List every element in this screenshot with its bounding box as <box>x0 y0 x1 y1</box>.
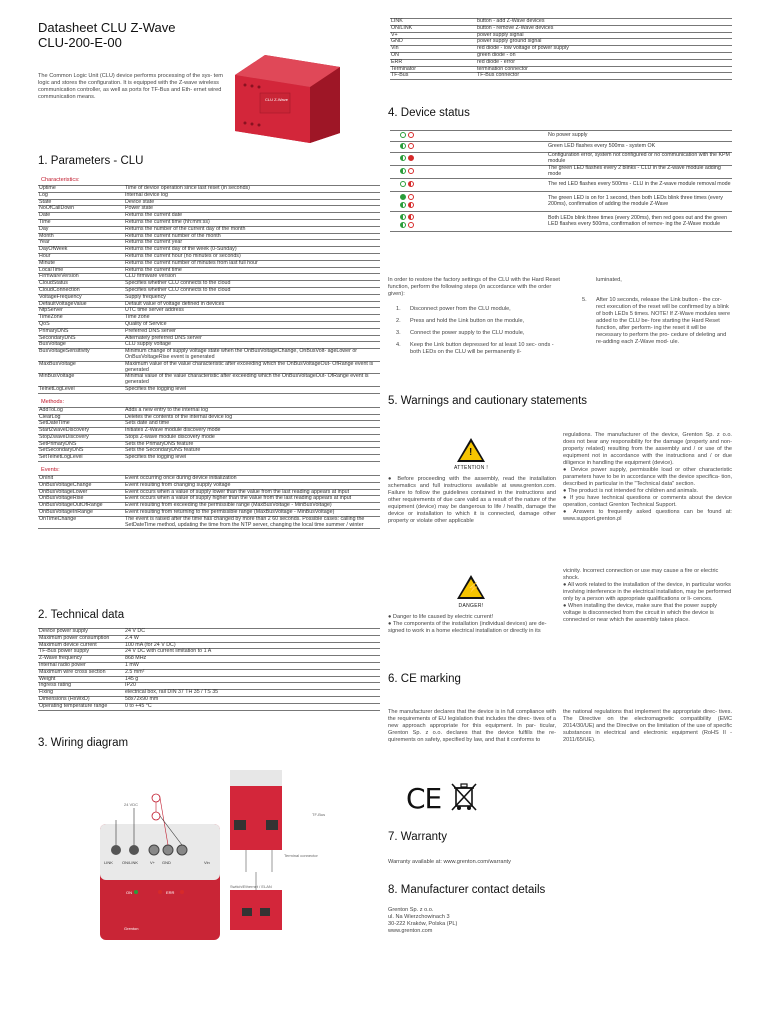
green-led-flash-icon <box>400 214 406 220</box>
reset-step-text: Press and hold the Link button on the module, <box>410 318 525 324</box>
row-key: TelnetLogLevel <box>38 386 124 393</box>
status-leds <box>390 153 548 166</box>
row-key: OnBusVoltageOutOfRange <box>38 503 124 510</box>
vin-label: Vin <box>204 860 210 865</box>
plus-terminal-icon <box>152 794 160 802</box>
contact-lines <box>388 907 457 935</box>
status-leds <box>390 179 548 192</box>
table-row <box>38 455 380 462</box>
device-label: CLU Z-Wave <box>265 97 288 102</box>
section-wiring-title: 3. Wiring diagram <box>38 737 129 749</box>
methods-label: Methods: <box>41 398 65 405</box>
green-led-flash-icon <box>400 155 406 161</box>
row-key: DefaultVoltageValue <box>38 301 124 308</box>
section-ce-title: 6. CE marking <box>388 673 461 685</box>
red-led-flash-icon <box>408 202 414 208</box>
row-value: termination connector <box>476 66 732 73</box>
row-key: V+ <box>390 32 476 39</box>
table-row <box>38 414 380 421</box>
row-key: LINK <box>390 19 476 26</box>
row-key: Maximum wire cross section <box>38 669 124 676</box>
row-value: Returns the number of the current day of the month <box>124 226 380 233</box>
row-value: Maximum value of the value characteristic after exceeding which the OnBusVoltageOut- OfRange event is generated <box>124 361 380 374</box>
green-led-on-icon <box>400 194 406 200</box>
status-leds <box>390 142 548 153</box>
warning-text-left: ● Before proceeding with the assembly, read the installation schematics and full instructions available at www.grenton.com. Failure to follow the guidelines contained in the instructions and other requirements of due care valid as a result of the nature of the equipment (device) may be dangerous to life / health, damage the device or installation to which it is connected, damage other property or violate other applicable <box>388 476 556 524</box>
table-row <box>38 434 380 441</box>
reset-step-text: After 10 seconds, release the Link button - the cor- rect execution of the reset will be confirmed by a blink of both LEDs 5 times. NOTE! If Z-Wave modules were added to the CLU be- fore starting the Hard Reset function, after perform- ing the reset it will be necessary to perform the pro- cedure of deleting and re-adding each Z-Wave mod- ule. <box>596 297 731 345</box>
table-row <box>38 669 380 676</box>
row-value: Returns the current date <box>124 213 380 220</box>
green-led-flash-icon <box>400 143 406 149</box>
product-code: CLU-200-E-00 <box>38 35 122 50</box>
section-warnings-title: 5. Warnings and cautionary statements <box>388 395 588 407</box>
table-row <box>390 25 732 32</box>
table-row <box>38 703 380 710</box>
row-value: Power state <box>124 206 380 213</box>
ce-mark-text: CE <box>406 782 442 815</box>
reset-step: 4. Keep the Link button depressed for at least 10 sec- onds - both LEDs on the CLU will be permanently il- <box>396 342 564 356</box>
row-key: ON/LINK <box>390 25 476 32</box>
row-key: SetPrimaryDNS <box>38 441 124 448</box>
table-row <box>38 676 380 683</box>
row-key: MaxBusVoltage <box>38 361 124 374</box>
row-value: TF-Bus connector <box>476 73 732 80</box>
row-value: 0 to +45 °C <box>124 703 380 710</box>
row-key: OnBusVoltageLower <box>38 489 124 496</box>
row-value: Returns the current number of the month <box>124 233 380 240</box>
status-text: Green LED flashes every 500ms - system OK <box>548 142 732 153</box>
row-key: Maximum device current <box>38 642 124 649</box>
datasheet-title: Datasheet CLU Z-Wave <box>38 20 176 35</box>
reset-step-text: Connect the power supply to the CLU module, <box>410 330 525 336</box>
row-value: CLU supply voltage <box>124 342 380 349</box>
product-image <box>225 45 345 145</box>
row-value: Sets the SecondaryDNS feature <box>124 448 380 455</box>
ce-mark-icon <box>406 782 441 815</box>
row-value: button - remove Z-Wave devices <box>476 25 732 32</box>
events-table <box>38 475 380 529</box>
status-text: The green LED flashes every 2 blinks - CLU in the Z-wave module adding mode <box>548 166 732 179</box>
contact-city: 30-222 Kraków, Polska (PL) <box>388 921 458 927</box>
reset-continued: luminated, <box>596 277 622 283</box>
row-value: Minimum change of supply voltage state when the OnBusVoltageChange, OnBusVolt- ageLower or OnBusVoltageRise event is generated <box>124 349 380 362</box>
table-row <box>38 192 380 199</box>
status-row <box>390 179 732 192</box>
row-value: green diode - on <box>476 52 732 59</box>
row-value: Event resulting from exceeding the permissible range (MaxBusVoltage - MinBusVoltage) <box>124 503 380 510</box>
row-key: Terminator <box>390 66 476 73</box>
events-label: Events: <box>41 467 60 474</box>
status-table <box>390 130 732 232</box>
table-row <box>38 321 380 328</box>
row-value: Returns the current day of the week (0-Sunday) <box>124 247 380 254</box>
characteristics-table <box>38 185 380 394</box>
row-value: 2.4 W <box>124 635 380 642</box>
red-led-flash-icon <box>408 214 414 220</box>
row-key: StartZwaveDiscovery <box>38 428 124 435</box>
row-value: Initiates Z-Wave module discovery mode <box>124 428 380 435</box>
row-key: BusVoltageSensitivity <box>38 349 124 362</box>
table-row <box>390 66 732 73</box>
row-key: Device power supply <box>38 629 124 636</box>
row-value: 1 mW <box>124 662 380 669</box>
table-row <box>38 260 380 267</box>
warranty-link[interactable]: Warranty available at: www.grenton.com/warranty <box>388 859 511 865</box>
vplus-label: V+ <box>150 860 156 865</box>
row-key: SetDateTime <box>38 421 124 428</box>
contact-street: ul. Na Wierzchowinach 3 <box>388 914 450 920</box>
row-value: Deletes the contents of the internal device log <box>124 414 380 421</box>
row-value: power supply ground signal <box>476 39 732 46</box>
row-key: ERR <box>390 59 476 66</box>
table-row <box>38 386 380 393</box>
table-row <box>38 186 380 193</box>
table-row <box>38 287 380 294</box>
row-value: Adds a new entry to the internal log <box>124 407 380 414</box>
onlink-label: ON/LINK <box>122 860 139 865</box>
status-row <box>390 142 732 153</box>
row-key: Z-Wave frequency <box>38 656 124 663</box>
row-value: Internal device log <box>124 192 380 199</box>
row-key: Weight <box>38 676 124 683</box>
row-key: Minute <box>38 260 124 267</box>
technical-table <box>38 628 380 711</box>
row-value: Event resulting from returning to the permissible range (MaxBusVoltage - MinBusVoltage) <box>124 510 380 517</box>
row-value: Sets date and time <box>124 421 380 428</box>
row-value: 2.5 mm² <box>124 669 380 676</box>
row-value: 145 g <box>124 676 380 683</box>
row-key: OnInit <box>38 476 124 483</box>
table-row <box>38 407 380 414</box>
row-value: Quality of Service <box>124 321 380 328</box>
row-value: Time of device operation since last reset (in seconds) <box>124 186 380 193</box>
row-key: BusVoltage <box>38 342 124 349</box>
status-leds <box>390 131 548 142</box>
reset-step: 1. Disconnect power from the CLU module, <box>396 306 511 312</box>
wiring-diagram <box>96 760 380 940</box>
row-value: Event occurs when a value of supply higher than the value from the last reading appears at input <box>124 496 380 503</box>
table-row <box>390 52 732 59</box>
section-parameters-title: 1. Parameters - CLU <box>38 155 144 167</box>
methods-table <box>38 407 380 462</box>
status-text: Both LEDs blink three times (every 200ms), then red goes out and the green LED flashes every 500ms, confirmation of remov- ing the Z-Wave module <box>548 212 732 232</box>
row-key: TF-Bus power supply <box>38 649 124 656</box>
status-text: The red LED flashes every 500ms - CLU in the Z-wave module removal mode <box>548 179 732 192</box>
row-value: CLU firmware version <box>124 274 380 281</box>
row-key: CloudConnection <box>38 287 124 294</box>
row-value: Event resulting from changing supply voltage <box>124 482 380 489</box>
row-value: IP20 <box>124 683 380 690</box>
row-value: 24 V DC <box>124 629 380 636</box>
row-value: Returns the current hour (no minutes or seconds) <box>124 253 380 260</box>
table-row <box>38 349 380 362</box>
table-row <box>38 374 380 387</box>
row-key: OnBusVoltageChange <box>38 482 124 489</box>
table-row <box>38 315 380 322</box>
reset-step-text: Keep the Link button depressed for at least 10 sec- onds - both LEDs on the CLU will be permanently il- <box>410 342 554 355</box>
table-row <box>390 46 732 53</box>
ce-text-right: the national regulations that implement the appropriate direc- tives. The Directive on the electromagnetic compatibility (EMC 2014/30/UE) and the Directive on the limitation of the use of specific substances in electrical and electronic equipment (RoHS II - 2011/65/UE). <box>563 709 732 743</box>
row-key: Dimensions (HxWxD) <box>38 696 124 703</box>
tfbus-label: TF-Bus <box>312 812 326 817</box>
row-value: Time zone <box>124 315 380 322</box>
green-led-flash-icon <box>400 202 406 208</box>
contact-website[interactable]: www.grenton.com <box>388 928 433 934</box>
row-key: Operating temperature range <box>38 703 124 710</box>
row-value: Returns the current time <box>124 267 380 274</box>
pin-description-table <box>390 18 732 80</box>
row-value: Specifies whether CLU connects to the cloud <box>124 287 380 294</box>
row-value: Device state <box>124 199 380 206</box>
row-value: 24 V DC with current limitation to 1 A <box>124 649 380 656</box>
row-value: power supply signal <box>476 32 732 39</box>
row-key: Log <box>38 192 124 199</box>
row-key: Ingress rating <box>38 683 124 690</box>
reset-steps <box>396 306 564 361</box>
ce-text-left: The manufacturer declares that the device is in full compliance with the requirements of EU legislation that includes the direc- tives of a new approach appropriate for this equipment. In par- ticular, Grenton Sp. z o.o. declares that the device fulfills the re- quirements on safety, specified by law, and that it conforms to <box>388 709 556 743</box>
table-row <box>390 19 732 26</box>
row-key: AddToLog <box>38 407 124 414</box>
green-led-flash-icon <box>400 168 406 174</box>
row-key: SetTelnetLogLevel <box>38 455 124 462</box>
status-text: Configuration error, system not configured or no communication with the KPM module <box>548 153 732 166</box>
row-value: The event is raised after the time has changed by more than 2 60 seconds. Possible cases: calling the SetDateTime method, updating the time from the NTP server, changing the local time summer / winter <box>124 516 380 529</box>
status-text: No power supply <box>548 131 732 142</box>
row-key: SetSecondaryDNS <box>38 448 124 455</box>
weee-bin-icon <box>450 782 478 817</box>
green-led-off-icon <box>400 132 406 138</box>
table-row <box>38 649 380 656</box>
red-led-off-icon <box>408 222 414 228</box>
row-key: Vin <box>390 46 476 53</box>
row-key: TF-Bus <box>390 73 476 80</box>
row-value: Preferred DNS server <box>124 328 380 335</box>
row-key: Maximum power consumption <box>38 635 124 642</box>
terminal-label: Terminal connector <box>284 853 318 858</box>
red-led-off-icon <box>408 194 414 200</box>
table-row <box>38 301 380 308</box>
row-value: Minimal value of the value characteristic after exceeding which the OnBusVoltageOut- OfRange event is generated <box>124 374 380 387</box>
status-row <box>390 131 732 142</box>
table-row <box>38 441 380 448</box>
red-led-on-icon <box>408 155 414 161</box>
reset-intro: In order to restore the factory settings of the CLU with the Hard Reset function, perform the following steps (in accordance with the order given): <box>388 277 560 297</box>
row-key: ClearLog <box>38 414 124 421</box>
section-status-title: 4. Device status <box>388 107 470 119</box>
row-key: Fixing <box>38 690 124 697</box>
row-key: StopZwaveDiscovery <box>38 434 124 441</box>
row-key: CloudStatus <box>38 281 124 288</box>
wiring-diagram-svg <box>96 760 380 940</box>
table-row <box>390 59 732 66</box>
table-row <box>38 448 380 455</box>
clu-device-illustration <box>225 45 345 145</box>
section-warranty-title: 7. Warranty <box>388 831 448 843</box>
row-key: VoltageFrequency <box>38 294 124 301</box>
table-row <box>38 328 380 335</box>
red-led-off-icon <box>408 143 414 149</box>
row-key: Day <box>38 226 124 233</box>
row-value: 58x72x90 mm <box>124 696 380 703</box>
table-row <box>38 361 380 374</box>
row-key: PrimaryDNS <box>38 328 124 335</box>
section-technical-title: 2. Technical data <box>38 609 125 621</box>
row-value: Stops Z-wave module discovery mode <box>124 434 380 441</box>
table-row <box>38 267 380 274</box>
green-led-flash-icon <box>400 222 406 228</box>
row-value: Supply frequency <box>124 294 380 301</box>
attention-label: ATTENTION ! <box>453 465 489 471</box>
table-row <box>38 335 380 342</box>
row-key: MinBusVoltage <box>38 374 124 387</box>
status-leds <box>390 192 548 212</box>
row-key: SecondaryDNS <box>38 335 124 342</box>
parameters-table <box>38 176 380 529</box>
table-row <box>390 73 732 80</box>
supply-label: 24 VDC <box>124 802 139 807</box>
status-table-wrap <box>390 130 732 232</box>
table-row <box>38 199 380 206</box>
characteristics-label: Characteristics: <box>41 177 80 183</box>
row-key: FirmwareVersion <box>38 274 124 281</box>
reset-step: 2. Press and hold the Link button on the module, <box>396 318 525 324</box>
row-key: QoS <box>38 321 124 328</box>
row-value: 100 mA (for 24 V DC) <box>124 642 380 649</box>
status-leds <box>390 212 548 232</box>
row-value: Default value of voltage defined in devices <box>124 301 380 308</box>
status-row <box>390 192 732 212</box>
row-value: UTC time server address <box>124 308 380 315</box>
on-label: ON <box>126 890 132 895</box>
row-key: Internal radio power <box>38 662 124 669</box>
row-key: LocalTime <box>38 267 124 274</box>
technical-table-wrap <box>38 628 380 711</box>
row-key: Month <box>38 233 124 240</box>
danger-label: DANGER! <box>458 603 484 609</box>
minus-terminal-icon <box>152 812 160 820</box>
table-row <box>38 233 380 240</box>
danger-text-right: vicinity. Incorrect connection or use may cause a fire or electric shock. ● All work related to the installation of the device, in particular works involving interference in the electrical installation, may be performed only by a person with appropriate qualifications or li- cences. ● When installing the device, make sure that the power supply voltage is disconnected from the circuit in which the device is connected or near which the assembly takes place. <box>563 568 732 623</box>
danger-text-left: ● Danger to life caused by electric current! ● The components of the installation (individual devices) are de- signed to work in a home electrical installation or directly in its <box>388 614 547 634</box>
danger-icon: ⚡ <box>457 575 485 599</box>
red-led-flash-icon <box>408 181 414 187</box>
row-value: Event occurring once during device initialization <box>124 476 380 483</box>
gnd-label: GND <box>162 860 171 865</box>
row-key: Uptime <box>38 186 124 193</box>
red-led-off-icon <box>408 168 414 174</box>
row-value: Sets the PrimaryDNS feature <box>124 441 380 448</box>
row-value: Specifies whether CLU connects to the cloud <box>124 281 380 288</box>
link-label: LINK <box>104 860 113 865</box>
row-key: DayOfWeek <box>38 247 124 254</box>
attention-icon: ! <box>457 438 485 462</box>
row-key: ON <box>390 52 476 59</box>
warning-text-right: regulations. The manufacturer of the device, Grenton Sp. z o.o. does not bear any responsibility for the damage (property and non-property related) resulting from the assembly and / or use of the equipment not in accordance with the instructions and / or due diligence in handling the equipment (device). ● Device power supply, permissible load or other characteristic parameters have to be in accordance with the device specifica- tion, described in particular in the "Technical data" section. ● The product is not intended for children and animals. ● If you have technical questions or comments about the device operation, contact Grenton Technical Support. ● Answers to frequently asked questions can be found at: www.support.grenton.pl <box>563 432 732 522</box>
row-key: TimeZone <box>38 315 124 322</box>
reset-step-5: 5. After 10 seconds, release the Link button - the cor- rect execution of the reset will be confirmed by a blink of both LEDs 5 times. NOTE! If Z-Wave modules were added to the CLU be- fore starting the Hard Reset function, after perform- ing the reset it will be necessary to perform the pro- cedure of deleting and re-adding each Z-Wave mod- ule. <box>582 297 731 345</box>
status-text: The green LED is on for 1 second, then both LEDs blink three times (every 200ms), confirmation of adding the module Z-Wave <box>548 192 732 212</box>
reset-step-text: Disconnect power from the CLU module, <box>410 306 511 312</box>
row-key: Time <box>38 219 124 226</box>
table-row <box>38 516 380 529</box>
status-row <box>390 166 732 179</box>
row-key: Year <box>38 240 124 247</box>
row-key: GND <box>390 39 476 46</box>
table-row <box>38 656 380 663</box>
row-key: NtpServer <box>38 308 124 315</box>
table-row <box>38 206 380 213</box>
row-value: button - add Z-Wave devices <box>476 19 732 26</box>
row-key: NoOfCallDown <box>38 206 124 213</box>
status-row <box>390 212 732 232</box>
table-row <box>390 32 732 39</box>
section-contact-title: 8. Manufacturer contact details <box>388 884 546 896</box>
row-key: OnTimeChange <box>38 516 124 529</box>
status-row <box>390 153 732 166</box>
row-value: 868 MHz <box>124 656 380 663</box>
row-value: Returns the current year <box>124 240 380 247</box>
intro-paragraph: The Common Logic Unit (CLU) device performs processing of the sys- tem logic and stores the configuration. It is equipped with the Z-wave wireless communication controller, as well as ports for TF-Bus and Eth- ernet wired communication means. <box>38 73 223 100</box>
row-value: red diode - low voltage of power supply <box>476 46 732 53</box>
row-value: electrical box, rail DIN 37 TH 35 / TS 35 <box>124 690 380 697</box>
brand-label: Grenton <box>124 926 139 931</box>
row-key: State <box>38 199 124 206</box>
row-value: red diode - error <box>476 59 732 66</box>
table-row <box>38 308 380 315</box>
pin-table-wrap <box>390 18 732 80</box>
row-value: Alternately preferred DNS server <box>124 335 380 342</box>
row-value: Returns the current time (hh:mm:ss) <box>124 219 380 226</box>
red-led-off-icon <box>408 132 414 138</box>
contact-company: Grenton Sp. z o.o. <box>388 907 434 913</box>
row-key: OnBusVoltageInRange <box>38 510 124 517</box>
network-label: Switch/Ethernet / ELAN <box>230 884 272 889</box>
green-led-off-icon <box>400 181 406 187</box>
row-value: Returns the current number of minutes from last full hour <box>124 260 380 267</box>
row-value: Specifies the logging level <box>124 386 380 393</box>
err-label: ERR <box>166 890 175 895</box>
reset-step: 3. Connect the power supply to the CLU module, <box>396 330 525 336</box>
status-leds <box>390 166 548 179</box>
row-value: Specifies the logging level <box>124 455 380 462</box>
row-key: Hour <box>38 253 124 260</box>
row-key: OnBusVoltageRise <box>38 496 124 503</box>
row-value: Event occurs when a value of supply lower than the value from the last reading appears at input <box>124 489 380 496</box>
row-key: Date <box>38 213 124 220</box>
